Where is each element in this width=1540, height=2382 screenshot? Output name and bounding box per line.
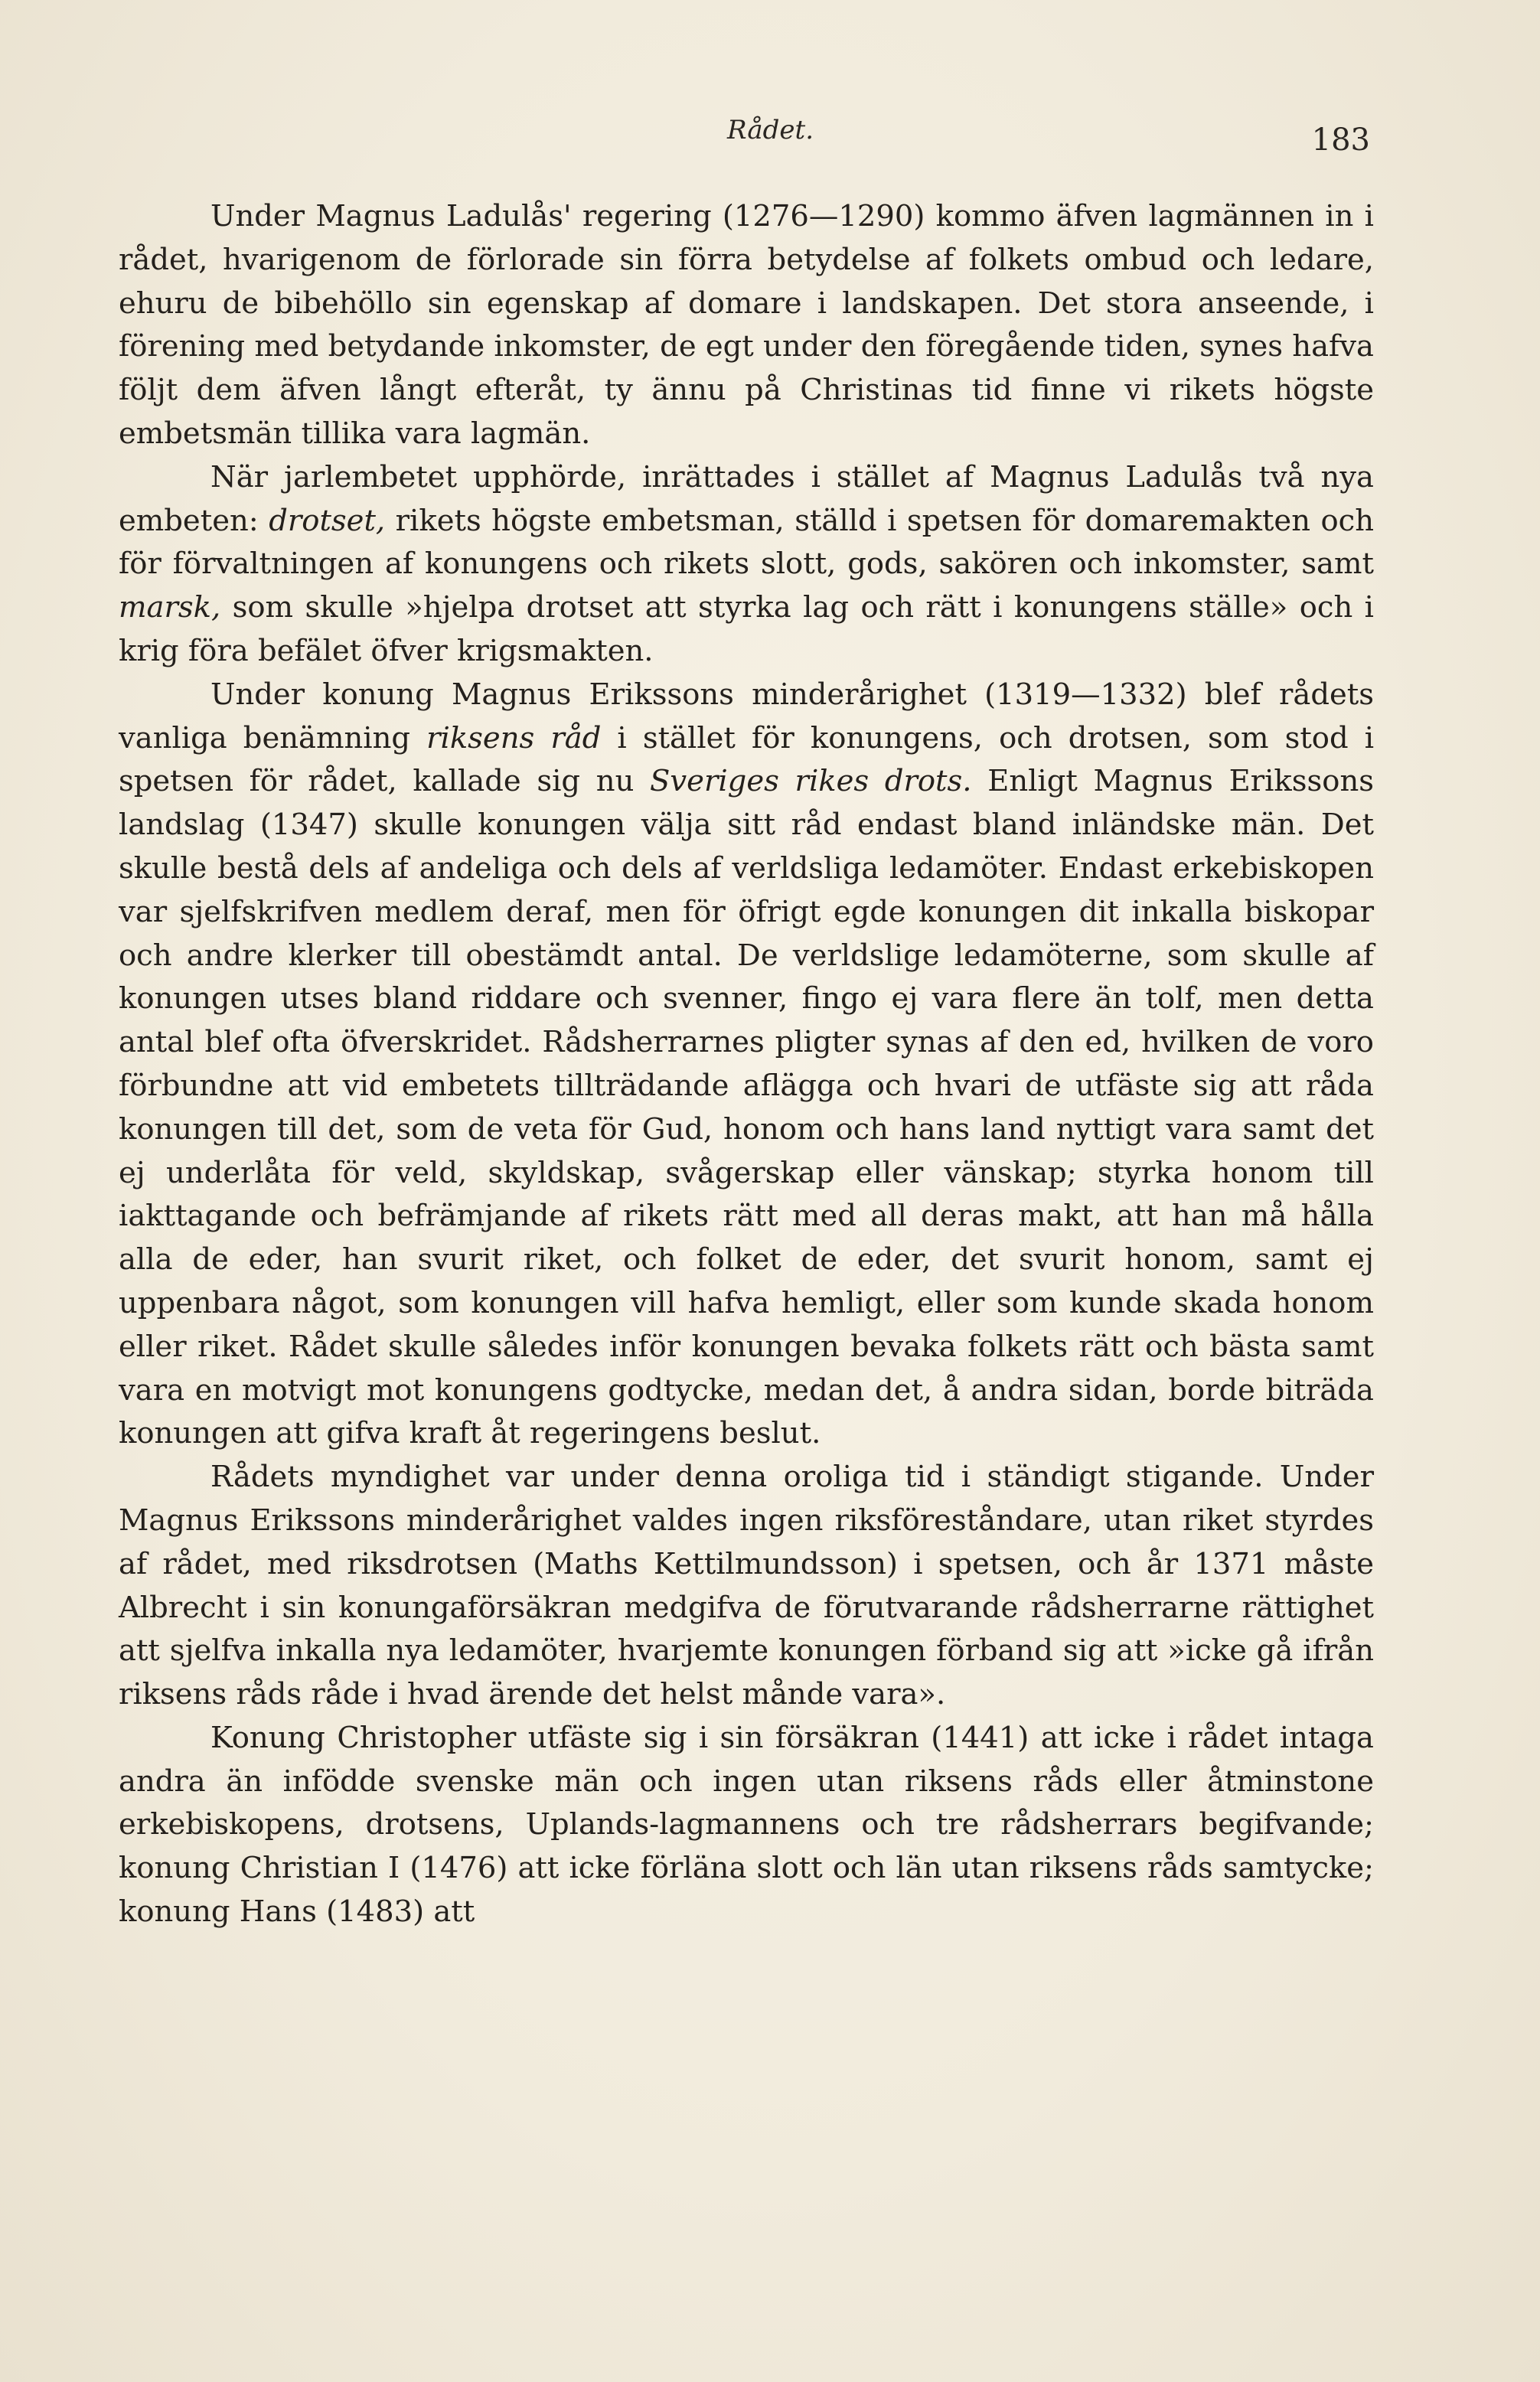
paragraph-2-text-3: som skulle »hjelpa drotset att styrka lag och rätt i konungens ställe» och i krig föra befälet öfver krigsmakten. <box>119 590 1374 668</box>
paragraph-3-text-1: Under konung Magnus Erikssons minderårighet (1319—1332) blef rådets vanliga benämning <box>119 677 1374 755</box>
paragraph-2 <box>119 456 1374 674</box>
running-title: Rådet. <box>727 115 814 145</box>
paragraph-3 <box>119 674 1374 1456</box>
term-marsk: marsk, <box>119 590 221 625</box>
term-drotset: drotset, <box>269 503 386 538</box>
body-text <box>119 195 1374 1934</box>
paragraph-4: Rådets myndighet var under denna oroliga tid i ständigt stigande. Under Magnus Erikssons minderårighet valdes ingen riksföreståndare, utan riket styrdes af rådet, med riksdrotsen (Maths Kettilmundsson) i spetsen, och år 1371 måste Albrecht i sin konungaförsäkran medgifva de förutvarande rådsherrarne rättighet att sjelfva inkalla nya ledamöter, hvarjemte konungen förband sig att »icke gå ifrån riksens råds råde i hvad ärende det helst månde vara». <box>119 1460 1374 1712</box>
page-number: 183 <box>1311 122 1370 158</box>
paragraph-5: Konung Christopher utfäste sig i sin försäkran (1441) att icke i rådet intaga andra än infödde svenske män och ingen utan riksens råds eller åtminstone erkebiskopens, drotsens, Uplands-lagmannens och tre rådsherrars begifvande; konung Christian I (1476) att icke förläna slott och län utan riksens råds samtycke; konung Hans (1483) att <box>119 1720 1374 1930</box>
paragraph-3-text-3: Enligt Magnus Erikssons landslag (1347) skulle konungen välja sitt råd endast bland inländske män. Det skulle bestå dels af andeliga och dels af verldsliga ledamöter. Endast erkebiskopen var sjelfskrifven medlem deraf, men för öfrigt egde konungen dit inkalla biskopar och andre klerker till obestämdt antal. De verldslige ledamöterne, som skulle af konungen utses bland riddare och svenner, fingo ej vara flere än tolf, men detta antal blef ofta öfverskridet. Rådsherrarnes pligter synas af den ed, hvilken de voro förbundne att vid embetets tillträdande aflägga och hvari de utfäste sig att råda konungen till det, som de veta för Gud, honom och hans land nyttigt vara samt det ej underlåta för veld, skyldskap, svågerskap eller vänskap; styrka honom till iakttagande och befrämjande af rikets rätt med all deras makt, att han må hålla alla de eder, han svurit riket, och folket de eder, det svurit honom, samt ej uppenbara något, som konungen vill hafva hemligt, eller som kunde skada honom eller riket. Rådet skulle således inför konungen bevaka folkets rätt och bästa samt vara en motvigt mot konungens godtycke, medan det, å andra sidan, borde biträda konungen att gifva kraft åt regeringens beslut. <box>119 764 1375 1451</box>
page-header <box>115 115 1370 176</box>
paragraph-1: Under Magnus Ladulås' regering (1276—1290) kommo äfven lagmännen in i rådet, hvarigenom de förlorade sin förra betydelse af folkets ombud och ledare, ehuru de bibehöllo sin egenskap af domare i landskapen. Det stora anseende, i förening med betydande inkomster, de egt under den föregående tiden, synes hafva följt dem äfven långt efteråt, ty ännu på Christinas tid finne vi rikets högste embetsmän tillika vara lagmän. <box>119 199 1374 451</box>
term-sveriges-rikes-drots: Sveriges rikes drots. <box>650 764 972 799</box>
paragraph-3-text-2: i stället för konungens, och drotsen, som stod i spetsen för rådet, kallade sig nu <box>119 720 1375 799</box>
term-riksens-rad: riksens råd <box>426 720 602 755</box>
paragraph-2-text-1: När jarlembetet upphörde, inrättades i stället af Magnus Ladulås två nya embeten: <box>119 459 1374 538</box>
paragraph-2-text-2: rikets högste embetsman, ställd i spetsen för domaremakten och för förvaltningen af konungens och rikets slott, gods, sakören och inkomster, samt <box>119 503 1374 582</box>
